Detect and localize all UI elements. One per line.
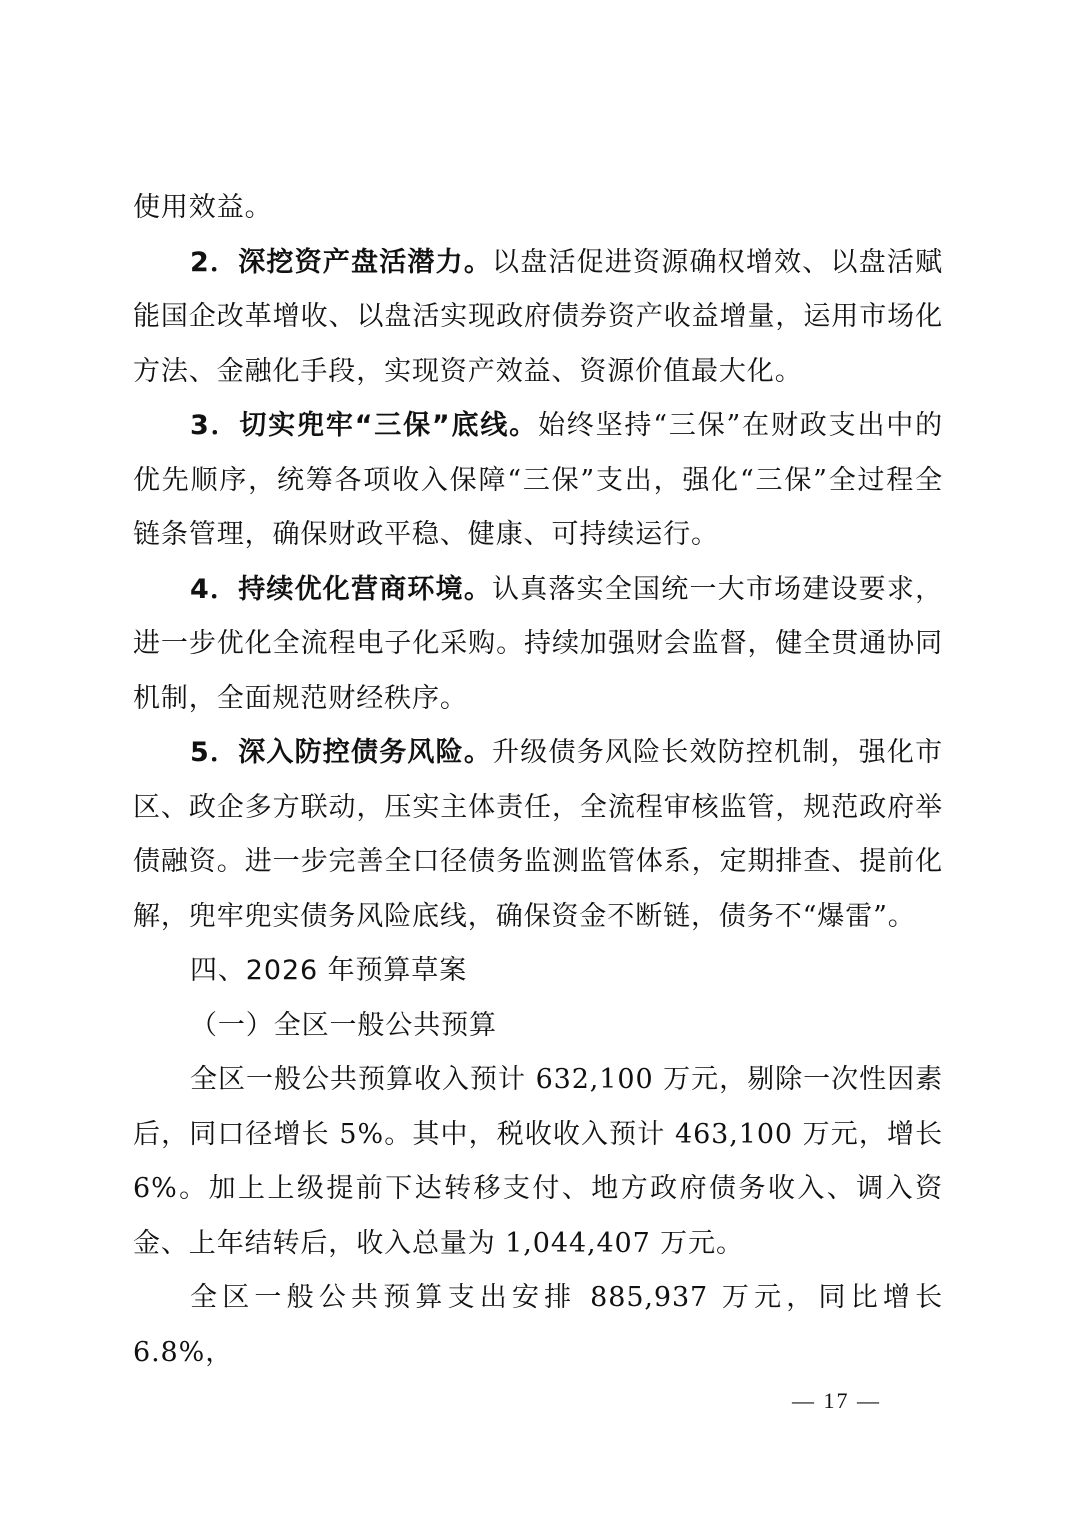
paragraph-text: 始终坚持“三保”在财政支出中的优先顺序，统筹各项收入保障“三保”支出，强化“三保”全过程全链条管理，确保财政平稳、健康、可持续运行。: [133, 410, 943, 550]
paragraph-lead: 5．深入防控债务风险。: [190, 737, 493, 768]
paragraph-text: 以盘活促进资源确权增效、以盘活赋能国企改革增收、以盘活实现政府债券资产收益增量，运用市场化方法、金融化手段，实现资产效益、资源价值最大化。: [133, 246, 943, 387]
paragraph-lead: 2．深挖资产盘活潜力。: [190, 246, 493, 278]
paragraph-expenditure: 全区一般公共预算支出安排 885,937 万元，同比增长 6.8%，: [133, 1282, 943, 1368]
paragraph-continuation: 使用效益。: [133, 192, 273, 223]
document-body: [133, 181, 943, 1380]
paragraph-three-guarantees: [133, 399, 943, 563]
paragraph-debt-risk: [133, 726, 943, 944]
paragraph-revenue: 全区一般公共预算收入预计 632,100 万元，剔除一次性因素后，同口径增长 5%。其中，税收收入预计 463,100 万元，增长 6%。加上上级提前下达转移支付、地方政府债务收入、调入资金、上年结转后，收入总量为 1,044,407 万元。: [133, 1064, 943, 1259]
paragraph-lead: 3．切实兜牢“三保”底线。: [190, 410, 538, 441]
page-number: — 17 —: [792, 1388, 881, 1413]
section-heading: 四、2026 年预算草案: [190, 955, 468, 986]
paragraph-business-environment: [133, 563, 943, 727]
paragraph-lead: 4．持续优化营商环境。: [190, 573, 493, 605]
paragraph-text: 升级债务风险长效防控机制，强化市区、政企多方联动，压实主体责任，全流程审核监管，规范政府举债融资。进一步完善全口径债务监测监管体系，定期排查、提前化解，兜牢兜实债务风险底线，确保资金不断链，债务不“爆雷”。: [133, 737, 943, 932]
subsection-heading: （一）全区一般公共预算: [190, 1009, 497, 1041]
paragraph-asset-revitalization: [133, 236, 943, 400]
paragraph-text: 认真落实全国统一大市场建设要求，进一步优化全流程电子化采购。持续加强财会监督，健全贯通协同机制，全面规范财经秩序。: [133, 573, 943, 714]
